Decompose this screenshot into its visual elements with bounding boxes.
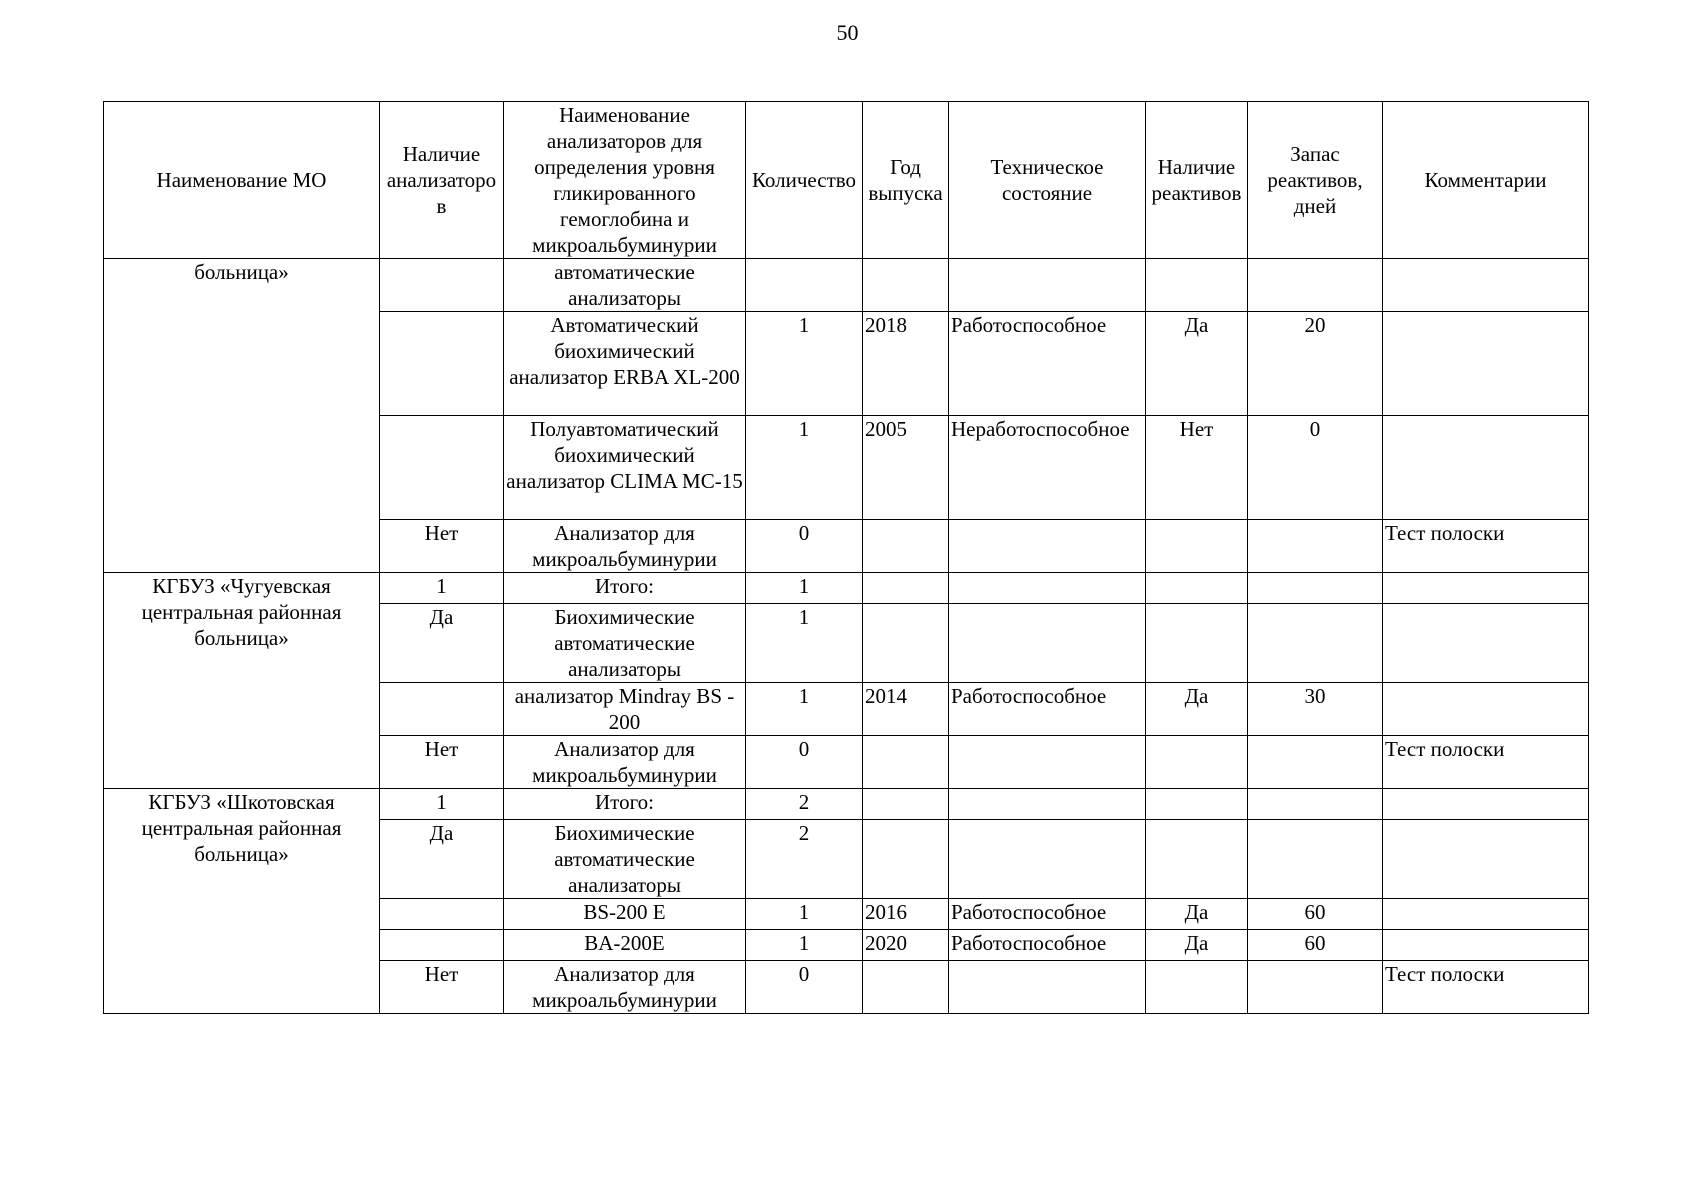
condition-cell bbox=[949, 259, 1146, 312]
stock-cell bbox=[1248, 961, 1383, 1014]
quantity-cell: 1 bbox=[746, 573, 863, 604]
has-analyzers-cell bbox=[380, 259, 504, 312]
analyzer-name-cell: Биохимические автоматические анализаторы bbox=[504, 604, 746, 683]
comment-cell bbox=[1383, 899, 1589, 930]
quantity-cell: 2 bbox=[746, 820, 863, 899]
table-row bbox=[104, 789, 1589, 820]
comment-cell bbox=[1383, 930, 1589, 961]
analyzers-table bbox=[103, 101, 1589, 1014]
has-analyzers-cell bbox=[380, 899, 504, 930]
reagents-cell: Да bbox=[1146, 312, 1248, 416]
quantity-cell: 1 bbox=[746, 899, 863, 930]
year-cell: 2014 bbox=[863, 683, 949, 736]
analyzer-name-cell: BS-200 E bbox=[504, 899, 746, 930]
comment-cell bbox=[1383, 820, 1589, 899]
condition-cell: Неработоспособное bbox=[949, 416, 1146, 520]
reagents-cell: Нет bbox=[1146, 416, 1248, 520]
has-analyzers-cell: Нет bbox=[380, 520, 504, 573]
quantity-cell bbox=[746, 259, 863, 312]
analyzer-name-cell: анализатор Mindray BS - 200 bbox=[504, 683, 746, 736]
has-analyzers-cell: Нет bbox=[380, 736, 504, 789]
analyzer-name-cell: Анализатор для микроальбуминурии bbox=[504, 961, 746, 1014]
year-cell bbox=[863, 573, 949, 604]
header-condition: Техническое состояние bbox=[949, 102, 1146, 259]
reagents-cell bbox=[1146, 259, 1248, 312]
stock-cell bbox=[1248, 604, 1383, 683]
header-comments: Комментарии bbox=[1383, 102, 1589, 259]
analyzer-name-cell: Итого: bbox=[504, 573, 746, 604]
year-cell bbox=[863, 259, 949, 312]
year-cell bbox=[863, 736, 949, 789]
analyzer-name-cell: Анализатор для микроальбуминурии bbox=[504, 520, 746, 573]
condition-cell bbox=[949, 736, 1146, 789]
condition-cell: Работоспособное bbox=[949, 899, 1146, 930]
year-cell: 2016 bbox=[863, 899, 949, 930]
stock-cell: 0 bbox=[1248, 416, 1383, 520]
analyzer-name-cell: Итого: bbox=[504, 789, 746, 820]
stock-cell bbox=[1248, 573, 1383, 604]
quantity-cell: 1 bbox=[746, 312, 863, 416]
year-cell: 2020 bbox=[863, 930, 949, 961]
condition-cell bbox=[949, 961, 1146, 1014]
mo-name-cell: КГБУЗ «Шкотовская центральная районная больница» bbox=[104, 789, 380, 1014]
quantity-cell: 1 bbox=[746, 683, 863, 736]
condition-cell bbox=[949, 520, 1146, 573]
analyzer-name-cell: Биохимические автоматические анализаторы bbox=[504, 820, 746, 899]
quantity-cell: 2 bbox=[746, 789, 863, 820]
header-quantity: Количество bbox=[746, 102, 863, 259]
quantity-cell: 0 bbox=[746, 520, 863, 573]
has-analyzers-cell bbox=[380, 930, 504, 961]
comment-cell bbox=[1383, 604, 1589, 683]
has-analyzers-cell: 1 bbox=[380, 789, 504, 820]
year-cell bbox=[863, 604, 949, 683]
comment-cell bbox=[1383, 789, 1589, 820]
comment-cell bbox=[1383, 312, 1589, 416]
condition-cell: Работоспособное bbox=[949, 683, 1146, 736]
header-stock: Запас реактивов, дней bbox=[1248, 102, 1383, 259]
reagents-cell: Да bbox=[1146, 899, 1248, 930]
header-mo: Наименование МО bbox=[104, 102, 380, 259]
reagents-cell bbox=[1146, 789, 1248, 820]
has-analyzers-cell: 1 bbox=[380, 573, 504, 604]
comment-cell bbox=[1383, 259, 1589, 312]
year-cell bbox=[863, 520, 949, 573]
comment-cell bbox=[1383, 416, 1589, 520]
analyzer-name-cell: Автоматический биохимический анализатор ERBA XL-200 bbox=[504, 312, 746, 416]
condition-cell bbox=[949, 789, 1146, 820]
comment-cell: Тест полоски bbox=[1383, 520, 1589, 573]
mo-name-cell: больница» bbox=[104, 259, 380, 573]
reagents-cell bbox=[1146, 604, 1248, 683]
condition-cell: Работоспособное bbox=[949, 312, 1146, 416]
stock-cell bbox=[1248, 820, 1383, 899]
reagents-cell bbox=[1146, 736, 1248, 789]
year-cell bbox=[863, 820, 949, 899]
has-analyzers-cell bbox=[380, 312, 504, 416]
table-row bbox=[104, 573, 1589, 604]
has-analyzers-cell bbox=[380, 683, 504, 736]
stock-cell: 60 bbox=[1248, 930, 1383, 961]
has-analyzers-cell: Нет bbox=[380, 961, 504, 1014]
condition-cell bbox=[949, 573, 1146, 604]
reagents-cell bbox=[1146, 520, 1248, 573]
year-cell: 2018 bbox=[863, 312, 949, 416]
has-analyzers-cell: Да bbox=[380, 604, 504, 683]
stock-cell bbox=[1248, 520, 1383, 573]
quantity-cell: 0 bbox=[746, 736, 863, 789]
has-analyzers-cell: Да bbox=[380, 820, 504, 899]
header-has-analyzers: Наличие анализаторо в bbox=[380, 102, 504, 259]
comment-cell bbox=[1383, 573, 1589, 604]
comment-cell: Тест полоски bbox=[1383, 961, 1589, 1014]
page-number: 50 bbox=[836, 20, 859, 45]
stock-cell bbox=[1248, 789, 1383, 820]
table-row bbox=[104, 259, 1589, 312]
comment-cell bbox=[1383, 683, 1589, 736]
analyzer-name-cell: BA-200E bbox=[504, 930, 746, 961]
stock-cell bbox=[1248, 259, 1383, 312]
analyzer-name-cell: Полуавтоматический биохимический анализатор CLIMA MC-15 bbox=[504, 416, 746, 520]
condition-cell bbox=[949, 604, 1146, 683]
reagents-cell: Да bbox=[1146, 930, 1248, 961]
reagents-cell bbox=[1146, 820, 1248, 899]
quantity-cell: 0 bbox=[746, 961, 863, 1014]
stock-cell: 60 bbox=[1248, 899, 1383, 930]
stock-cell: 30 bbox=[1248, 683, 1383, 736]
year-cell bbox=[863, 789, 949, 820]
header-analyzer-name: Наименование анализаторов для определения уровня гликированного гемоглобина и микроальбуминурии bbox=[504, 102, 746, 259]
analyzer-name-cell: автоматические анализаторы bbox=[504, 259, 746, 312]
header-year: Год выпуска bbox=[863, 102, 949, 259]
mo-name-cell: КГБУЗ «Чугуевская центральная районная больница» bbox=[104, 573, 380, 789]
analyzer-name-cell: Анализатор для микроальбуминурии bbox=[504, 736, 746, 789]
condition-cell bbox=[949, 820, 1146, 899]
reagents-cell: Да bbox=[1146, 683, 1248, 736]
reagents-cell bbox=[1146, 961, 1248, 1014]
condition-cell: Работоспособное bbox=[949, 930, 1146, 961]
header-reagents: Наличие реактивов bbox=[1146, 102, 1248, 259]
quantity-cell: 1 bbox=[746, 604, 863, 683]
has-analyzers-cell bbox=[380, 416, 504, 520]
quantity-cell: 1 bbox=[746, 416, 863, 520]
table-body bbox=[104, 259, 1589, 1014]
year-cell bbox=[863, 961, 949, 1014]
quantity-cell: 1 bbox=[746, 930, 863, 961]
comment-cell: Тест полоски bbox=[1383, 736, 1589, 789]
header-row bbox=[104, 102, 1589, 259]
reagents-cell bbox=[1146, 573, 1248, 604]
year-cell: 2005 bbox=[863, 416, 949, 520]
stock-cell bbox=[1248, 736, 1383, 789]
stock-cell: 20 bbox=[1248, 312, 1383, 416]
